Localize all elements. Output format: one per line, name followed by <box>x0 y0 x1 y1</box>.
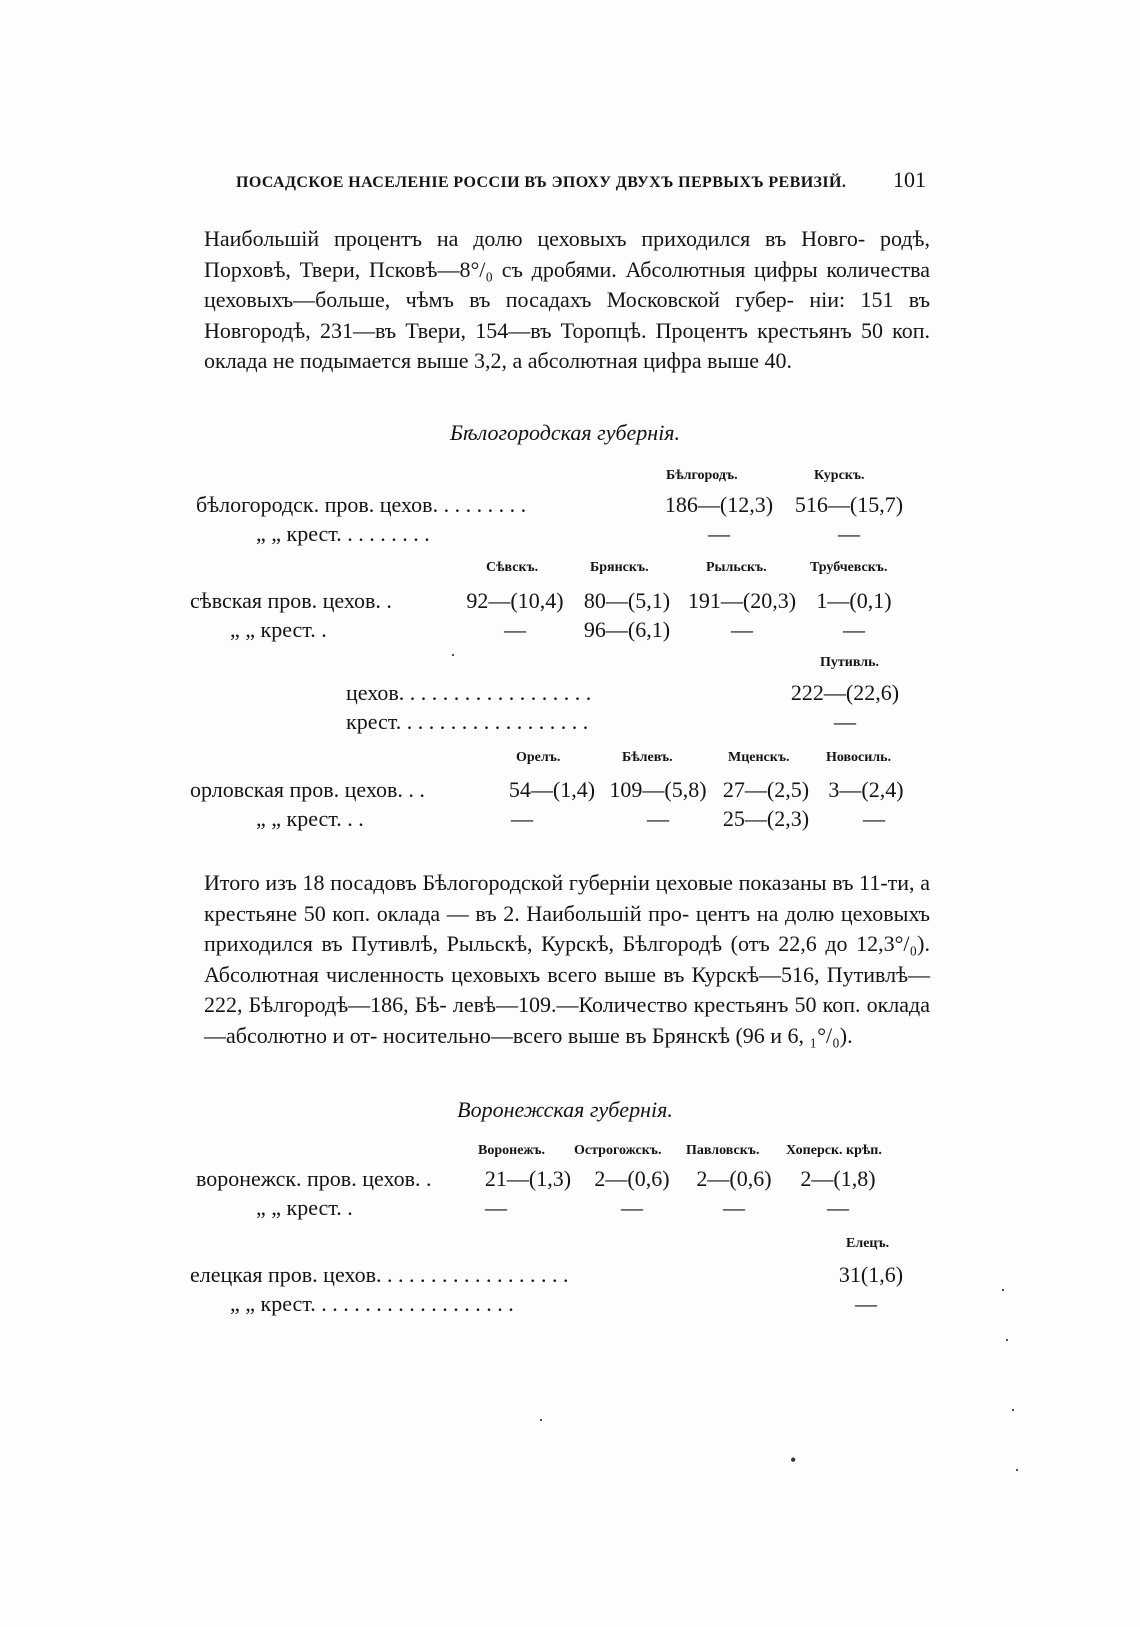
city-header: Брянскъ. <box>590 560 649 575</box>
text-line: въ 11-ти, а крестьяне 50 коп. оклада — въ 2. Наибольшій про- <box>204 870 930 926</box>
row-label: „ „ крест. . <box>256 1195 353 1220</box>
table-cell: — <box>843 617 865 642</box>
page-number: 101 <box>893 167 926 192</box>
table-cell: 31(1,6) <box>838 1262 904 1287</box>
city-header: Бѣлевъ. <box>622 750 673 765</box>
table-cell: — <box>827 1195 849 1220</box>
table-cell: 109—(5,8) <box>609 777 707 802</box>
table-cell: 21—(1,3) <box>484 1166 572 1191</box>
table-cell: 2—(1,8) <box>800 1166 876 1191</box>
table-cell: 92—(10,4) <box>466 588 564 613</box>
table-cell: — <box>855 1291 877 1316</box>
section-title-voronezh: Воронежская губернія. <box>457 1097 673 1122</box>
text-line: ніи: 151 въ Новгородѣ, 231—въ Твери, 154—въ Торопцѣ. Процентъ <box>204 287 930 343</box>
text-line: носительно—всего выше въ Брянскѣ (96 и 6, ₁°/₀). <box>382 1022 853 1048</box>
row-label: „ „ крест. . . . . . . . . . . . . . . . . . . <box>230 1291 514 1316</box>
text-line: крестьянъ 50 коп. оклада не подымается выше 3,2, а абсолютная <box>204 317 931 374</box>
text-line: цифра выше 40. <box>643 348 793 374</box>
city-header: Рыльскъ. <box>706 560 767 575</box>
scan-speck: · <box>1010 1400 1016 1420</box>
city-header: Новосиль. <box>826 750 892 765</box>
table-cell: — <box>863 806 885 831</box>
row-label: „ „ крест. . <box>230 617 327 642</box>
city-header: Елецъ. <box>846 1236 890 1251</box>
city-header: Мценскъ. <box>728 750 790 765</box>
scan-speck: · <box>1000 1280 1006 1300</box>
table-cell: — <box>647 806 669 831</box>
running-header <box>236 167 926 197</box>
text-line: левѣ—109.—Количество крестьянъ 50 коп. оклада—абсолютно и от- <box>204 992 930 1048</box>
table-cell: — <box>511 806 533 831</box>
city-header: Воронежъ. <box>478 1143 546 1158</box>
table-cell: 96—(6,1) <box>583 617 671 642</box>
table-cell: — <box>708 521 730 546</box>
city-header: Павловскъ. <box>686 1143 760 1158</box>
table-cell: 3—(2,4) <box>828 777 904 802</box>
city-header: Хоперск. крѣп. <box>786 1143 882 1158</box>
row-label: бѣлогородск. пров. цехов. . . . . . . . . <box>196 492 527 517</box>
city-header: Сѣвскъ. <box>486 560 539 575</box>
table-cell: — <box>485 1195 507 1220</box>
scan-speck: · <box>538 1410 544 1430</box>
table-cell: 191—(20,3) <box>687 588 797 613</box>
text-line: количества цеховыхъ—больше, чѣмъ въ посадахъ Московской губер- <box>204 256 931 313</box>
scan-speck: · <box>1004 1330 1010 1350</box>
row-label: цехов. . . . . . . . . . . . . . . . . . <box>346 680 592 705</box>
city-header: Острогожскъ. <box>574 1143 662 1158</box>
row-label: „ „ крест. . . <box>256 806 364 831</box>
city-header: Курскъ. <box>814 468 865 483</box>
table-cell: 1—(0,1) <box>816 588 892 613</box>
table-cell: 54—(1,4) <box>508 777 596 802</box>
table-cell: — <box>723 1195 745 1220</box>
text-line: родѣ, Порховѣ, Твери, Псковѣ—8°/₀ съ дробями. Абсолютныя цифры <box>204 226 930 282</box>
table-cell: 80—(5,1) <box>583 588 671 613</box>
row-label: сѣвская пров. цехов. . <box>190 588 392 613</box>
paragraph-novgorod <box>204 224 930 377</box>
city-header: Орелъ. <box>516 750 561 765</box>
table-cell: — <box>838 521 860 546</box>
table-cell: 186—(12,3) <box>664 492 774 517</box>
table-cell: 2—(0,6) <box>594 1166 670 1191</box>
city-header: Бѣлгородъ. <box>666 468 738 483</box>
table-cell: 27—(2,5) <box>722 777 810 802</box>
row-label: „ „ крест. . . . . . . . . <box>256 521 430 546</box>
scan-speck: • <box>790 1450 797 1470</box>
table-cell: 25—(2,3) <box>722 806 810 831</box>
table-cell: — <box>621 1195 643 1220</box>
row-label: воронежск. пров. цехов. . <box>196 1166 432 1191</box>
scan-speck: · <box>450 645 456 665</box>
table-cell: — <box>731 617 753 642</box>
scan-speck: · <box>1014 1460 1020 1480</box>
city-header: Путивль. <box>820 655 879 670</box>
text-line: всего выше въ Курскѣ—516, Путивлѣ—222, Бѣлгородѣ—186, Бѣ- <box>204 961 931 1018</box>
row-label: орловская пров. цехов. . . <box>190 777 425 802</box>
table-cell: — <box>834 709 856 734</box>
paragraph-belgorod-summary <box>204 868 930 1052</box>
table-cell: 222—(22,6) <box>790 680 900 705</box>
text-line: Наибольшій процентъ на долю цеховыхъ приходился въ Новго- <box>204 226 866 251</box>
running-title: ПОСАДСКОЕ НАСЕЛЕНІЕ РОССІИ ВЪ ЭПОХУ ДВУХЪ ПЕРВЫХЪ РЕВИЗІЙ. <box>236 174 847 191</box>
section-title-belgorod: Бѣлогородская губернія. <box>449 420 681 445</box>
table-cell: — <box>504 617 526 642</box>
text-line: Итого изъ 18 посадовъ Бѣлогородской губерніи цеховые показаны <box>204 870 827 895</box>
text-line: центъ на долю цеховыхъ приходился въ Путивлѣ, Рыльскѣ, Курскѣ, <box>204 900 931 957</box>
table-cell: 516—(15,7) <box>794 492 904 517</box>
row-label: крест. . . . . . . . . . . . . . . . . . <box>346 709 589 734</box>
text-line: Бѣлгородѣ (отъ 22,6 до 12,3°/₀). Абсолютная численность цеховыхъ <box>204 931 930 987</box>
row-label: елецкая пров. цехов. . . . . . . . . . . . . . . . . . <box>190 1262 569 1287</box>
city-header: Трубчевскъ. <box>810 560 888 575</box>
table-cell: 2—(0,6) <box>696 1166 772 1191</box>
